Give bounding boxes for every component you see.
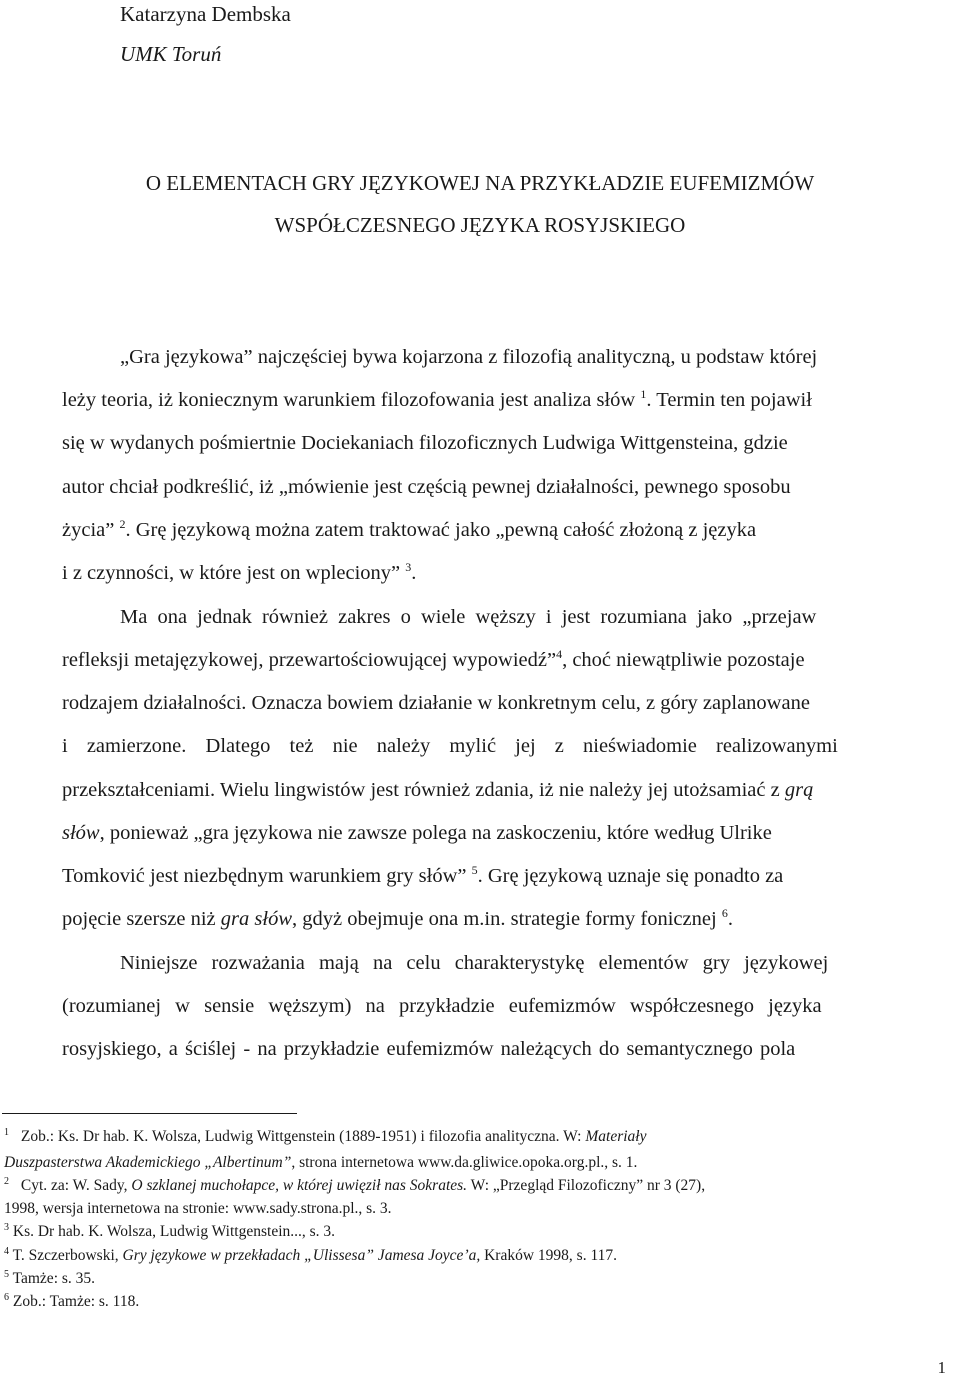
footnote-6	[4, 1292, 139, 1312]
text-run: Tomković jest niezbędnym warunkiem gry słów”	[62, 865, 467, 887]
affiliation: UMK Toruń	[120, 42, 222, 66]
paragraph-1-line-4	[62, 473, 957, 501]
footnote-5	[4, 1269, 95, 1289]
text-run: .	[411, 562, 417, 584]
italic-term: Gry językowe w przekładach „Ulissesa” Jamesa Joyce’a,	[122, 1247, 481, 1264]
footnote-number: 5	[4, 1269, 9, 1280]
text-run: Kraków 1998, s. 117.	[484, 1247, 617, 1264]
paragraph-2-line-3	[62, 689, 810, 717]
paragraph-1-line-2	[62, 386, 812, 414]
text-run: , strona internetowa www.da.gliwice.opoka.org.pl., s. 1.	[291, 1154, 638, 1171]
title-line-2: WSPÓŁCZESNEGO JĘZYKA ROSYJSKIEGO	[274, 213, 686, 237]
text-run: Niniejsze rozważania mają na celu charakterystykę elementów gry językowej	[120, 952, 829, 974]
footnote-ref-6[interactable]: 6	[721, 906, 728, 920]
text-run: się w wydanych pośmiertnie Dociekaniach filozoficznych Ludwiga Wittgensteina, gdzie	[62, 432, 788, 454]
italic-term: grą	[784, 779, 814, 801]
text-run: T. Szczerbowski,	[12, 1247, 119, 1264]
paragraph-2-line-1	[120, 603, 816, 631]
text-run: Ma ona jednak również zakres o wiele węższy i jest rozumiana jako „przejaw	[120, 606, 817, 628]
footnote-number: 4	[4, 1246, 9, 1257]
paragraph-1-line-5	[62, 516, 756, 544]
paragraph-2-line-2	[62, 646, 805, 674]
text-run: , ponieważ „gra językowa nie zawsze polega na zaskoczeniu, które według Ulrike	[99, 822, 772, 844]
text-run: , choć niewątpliwie pozostaje	[562, 649, 805, 671]
footnote-number: 1	[4, 1127, 9, 1138]
footnote-separator	[2, 1113, 297, 1114]
footnote-1-line-1	[4, 1127, 646, 1147]
footnote-number: 3	[4, 1222, 9, 1233]
paragraph-1-line-6	[62, 559, 416, 587]
text-run: Zob.: Tamże: s. 118.	[12, 1293, 140, 1310]
footnote-ref-2[interactable]: 2	[119, 517, 126, 531]
paragraph-3-line-3	[62, 1035, 795, 1063]
text-run: .	[727, 908, 733, 930]
text-run: . Grę językową uznaje się ponadto za	[477, 865, 784, 887]
text-run: autor chciał podkreślić, iż „mówienie jest częścią pewnej działalności, pewnego sposobu	[62, 476, 791, 498]
footnote-ref-5[interactable]: 5	[471, 863, 478, 877]
text-run: W: „Przegląd Filozoficzny” nr 3 (27),	[470, 1177, 706, 1194]
text-run: . Termin ten pojawił	[646, 389, 812, 411]
text-run: życia”	[62, 519, 115, 541]
paragraph-1-line-1	[120, 343, 957, 371]
text-run: i z czynności, w które jest on wpleciony”	[62, 562, 401, 584]
title-line-1: O ELEMENTACH GRY JĘZYKOWEJ NA PRZYKŁADZIE EUFEMIZMÓW	[145, 171, 815, 195]
text-run: Tamże: s. 35.	[12, 1270, 96, 1287]
text-run: pojęcie szersze niż	[62, 908, 216, 930]
italic-term: O szklanej muchołapce, w której uwięził nas Sokrates.	[131, 1177, 468, 1194]
footnote-ref-3[interactable]: 3	[405, 560, 412, 574]
text-run: przekształceniami. Wielu lingwistów jest również zdania, iż nie należy jej utożsamiać z	[62, 779, 780, 801]
footnote-number: 6	[4, 1292, 9, 1303]
paragraph-3-line-2	[62, 992, 822, 1020]
footnote-ref-1[interactable]: 1	[640, 387, 647, 401]
footnote-number: 2	[4, 1176, 9, 1187]
paragraph-2-line-7	[62, 862, 783, 890]
text-run: Ks. Dr hab. K. Wolsza, Ludwig Wittgenstein..., s. 3.	[12, 1223, 336, 1240]
footnote-1-line-2	[4, 1153, 637, 1173]
paragraph-2-line-5	[62, 776, 813, 804]
paragraph-2-line-6	[62, 819, 772, 847]
text-run: Cyt. za: W. Sady,	[20, 1177, 128, 1194]
text-run: rodzajem działalności. Oznacza bowiem działanie w konkretnym celu, z góry zaplanowane	[62, 692, 810, 714]
author-name: Katarzyna Dembska	[120, 2, 291, 26]
footnote-3	[4, 1222, 335, 1242]
text-run: 1998, wersja internetowa na stronie: www.sady.strona.pl., s. 3.	[4, 1200, 392, 1217]
text-run: Zob.: Ks. Dr hab. K. Wolsza, Ludwig Wittgenstein (1889-1951) i filozofia analityczna. W:	[20, 1128, 582, 1145]
paragraph-1-line-3	[62, 429, 957, 457]
text-run: . Grę językową można zatem traktować jako „pewną całość złożoną z języka	[125, 519, 757, 541]
paragraph-2-line-8	[62, 905, 733, 933]
italic-term: gra słów	[220, 908, 292, 930]
footnote-4	[4, 1246, 617, 1266]
footnote-2-line-1	[4, 1176, 705, 1196]
text-run: i zamierzone. Dlatego też nie należy mylić jej z nieświadomie realizowanymi	[62, 735, 838, 757]
italic-term: słów	[62, 822, 100, 844]
text-run: , gdyż obejmuje ona m.in. strategie formy fonicznej	[292, 908, 717, 930]
paragraph-3-line-1	[120, 949, 828, 977]
footnote-ref-4[interactable]: 4	[556, 647, 563, 661]
text-run: rosyjskiego, a ściślej - na przykładzie eufemizmów należących do semantycznego pola	[62, 1038, 796, 1060]
text-run: refleksji metajęzykowej, przewartościowującej wypowiedź”	[62, 649, 557, 671]
italic-term: Duszpasterstwa Akademickiego „Albertinum”	[4, 1154, 292, 1171]
italic-term: Materiały	[585, 1128, 647, 1145]
text-run: (rozumianej w sensie węższym) na przykładzie eufemizmów współczesnego języka	[62, 995, 822, 1017]
page-number: 1	[937, 1358, 946, 1377]
paragraph-2-line-4	[62, 732, 838, 760]
text-run: „Gra językowa” najczęściej bywa kojarzona z filozofią analityczną, u podstaw której	[120, 346, 818, 368]
text-run: leży teoria, iż koniecznym warunkiem filozofowania jest analiza słów	[62, 389, 636, 411]
footnote-2-line-2	[4, 1199, 392, 1219]
